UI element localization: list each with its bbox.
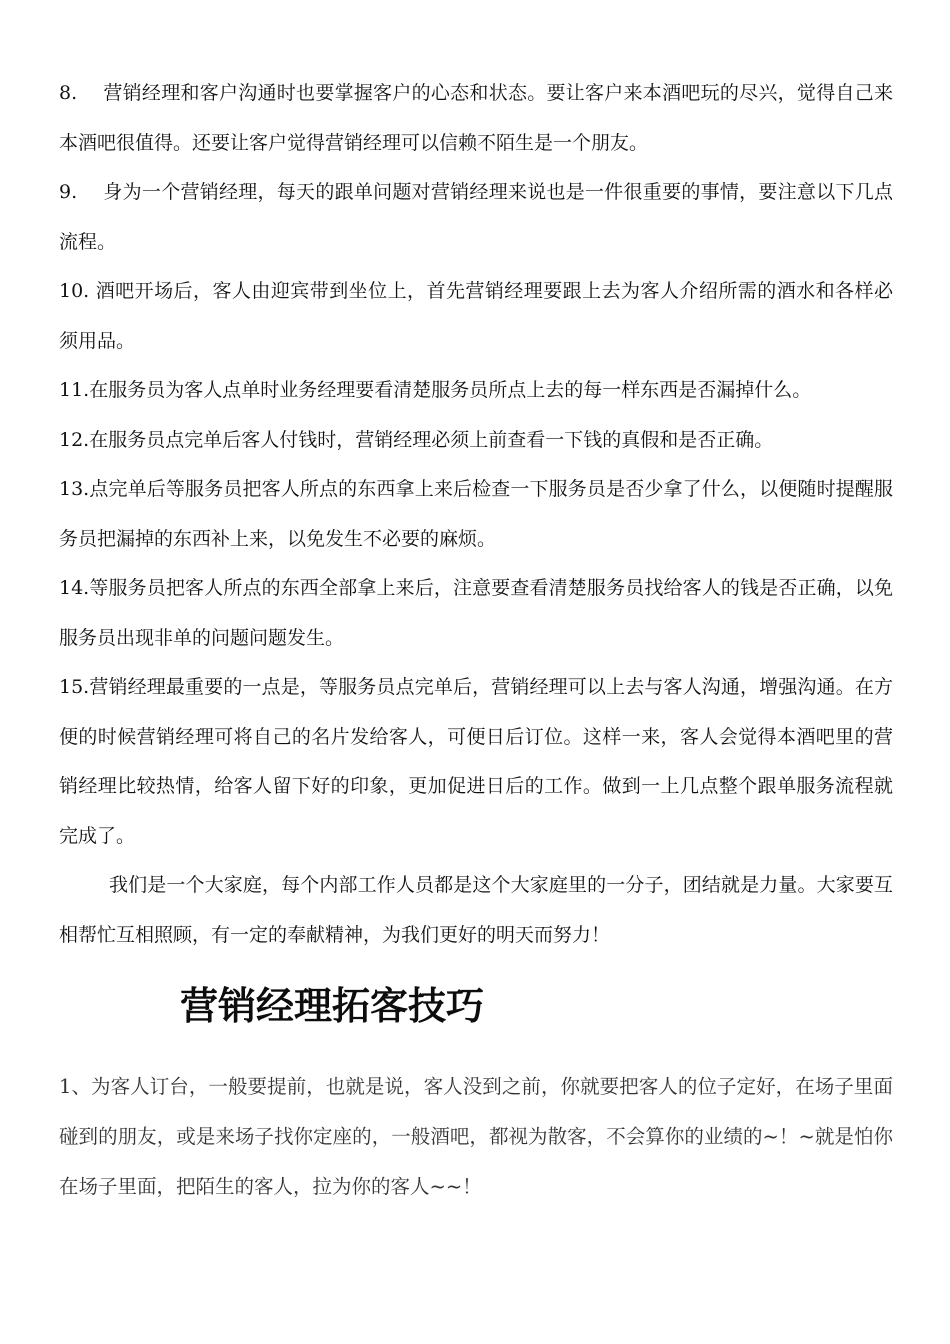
item-number: 10. xyxy=(59,280,90,302)
list-item xyxy=(59,663,893,861)
list-item xyxy=(59,267,893,366)
item-number: 14. xyxy=(59,577,90,599)
item-number: 11. xyxy=(59,379,90,401)
section-heading: 营销经理拓客技巧 xyxy=(180,983,485,1028)
item-text: 营销经理和客户沟通时也要掌握客户的心态和状态。要让客户来本酒吧玩的尽兴，觉得自己来本酒吧很值得。还要让客户觉得营销经理可以信赖不陌生是一个朋友。 xyxy=(59,82,893,154)
list-item xyxy=(59,366,893,416)
list-item xyxy=(59,564,893,663)
item-number: 13. xyxy=(59,478,90,500)
section-paragraph: 1、为客人订台，一般要提前，也就是说，客人没到之前，你就要把客人的位子定好，在场子里面碰到的朋友，或是来场子找你定座的，一般酒吧，都视为散客，不会算你的业绩的~！~就是怕你在场子里面，把陌生的客人，拉为你的客人~~！ xyxy=(59,1075,893,1198)
item-text: 在服务员为客人点单时业务经理要看清楚服务员所点上去的每一样东西是否漏掉什么。 xyxy=(89,379,812,401)
item-text: 等服务员把客人所点的东西全部拿上来后，注意要查看清楚服务员找给客人的钱是否正确，以免服务员出现非单的问题问题发生。 xyxy=(59,577,893,649)
list-item xyxy=(59,465,893,564)
list-item xyxy=(59,168,893,267)
list-item xyxy=(59,416,893,466)
list-item xyxy=(59,69,893,168)
item-number: 9. xyxy=(59,181,78,203)
item-text: 点完单后等服务员把客人所点的东西拿上来后检查一下服务员是否少拿了什么，以便随时提醒服务员把漏掉的东西补上来，以免发生不必要的麻烦。 xyxy=(59,478,893,550)
document-page xyxy=(59,69,893,1212)
item-number: 8. xyxy=(59,82,78,104)
item-text: 身为一个营销经理，每天的跟单问题对营销经理来说也是一件很重要的事情，要注意以下几点流程。 xyxy=(59,181,893,253)
item-number: 12. xyxy=(59,428,90,451)
closing-paragraph: 我们是一个大家庭，每个内部工作人员都是这个大家庭里的一分子，团结就是力量。大家要互相帮忙互相照顾，有一定的奉献精神，为我们更好的明天而努力！ xyxy=(59,874,893,946)
item-number: 15. xyxy=(59,676,90,698)
item-text: 营销经理最重要的一点是，等服务员点完单后，营销经理可以上去与客人沟通，增强沟通。在方便的时候营销经理可将自己的名片发给客人，可便日后订位。这样一来，客人会觉得本酒吧里的营销经理比较热情，给客人留下好的印象，更加促进日后的工作。做到一上几点整个跟单服务流程就完成了。 xyxy=(59,676,893,847)
item-text: 在服务员点完单后客人付钱时，营销经理必须上前查看一下钱的真假和是否正确。 xyxy=(89,428,774,451)
item-text: 酒吧开场后，客人由迎宾带到坐位上，首先营销经理要跟上去为客人介绍所需的酒水和各样必须用品。 xyxy=(59,280,893,352)
